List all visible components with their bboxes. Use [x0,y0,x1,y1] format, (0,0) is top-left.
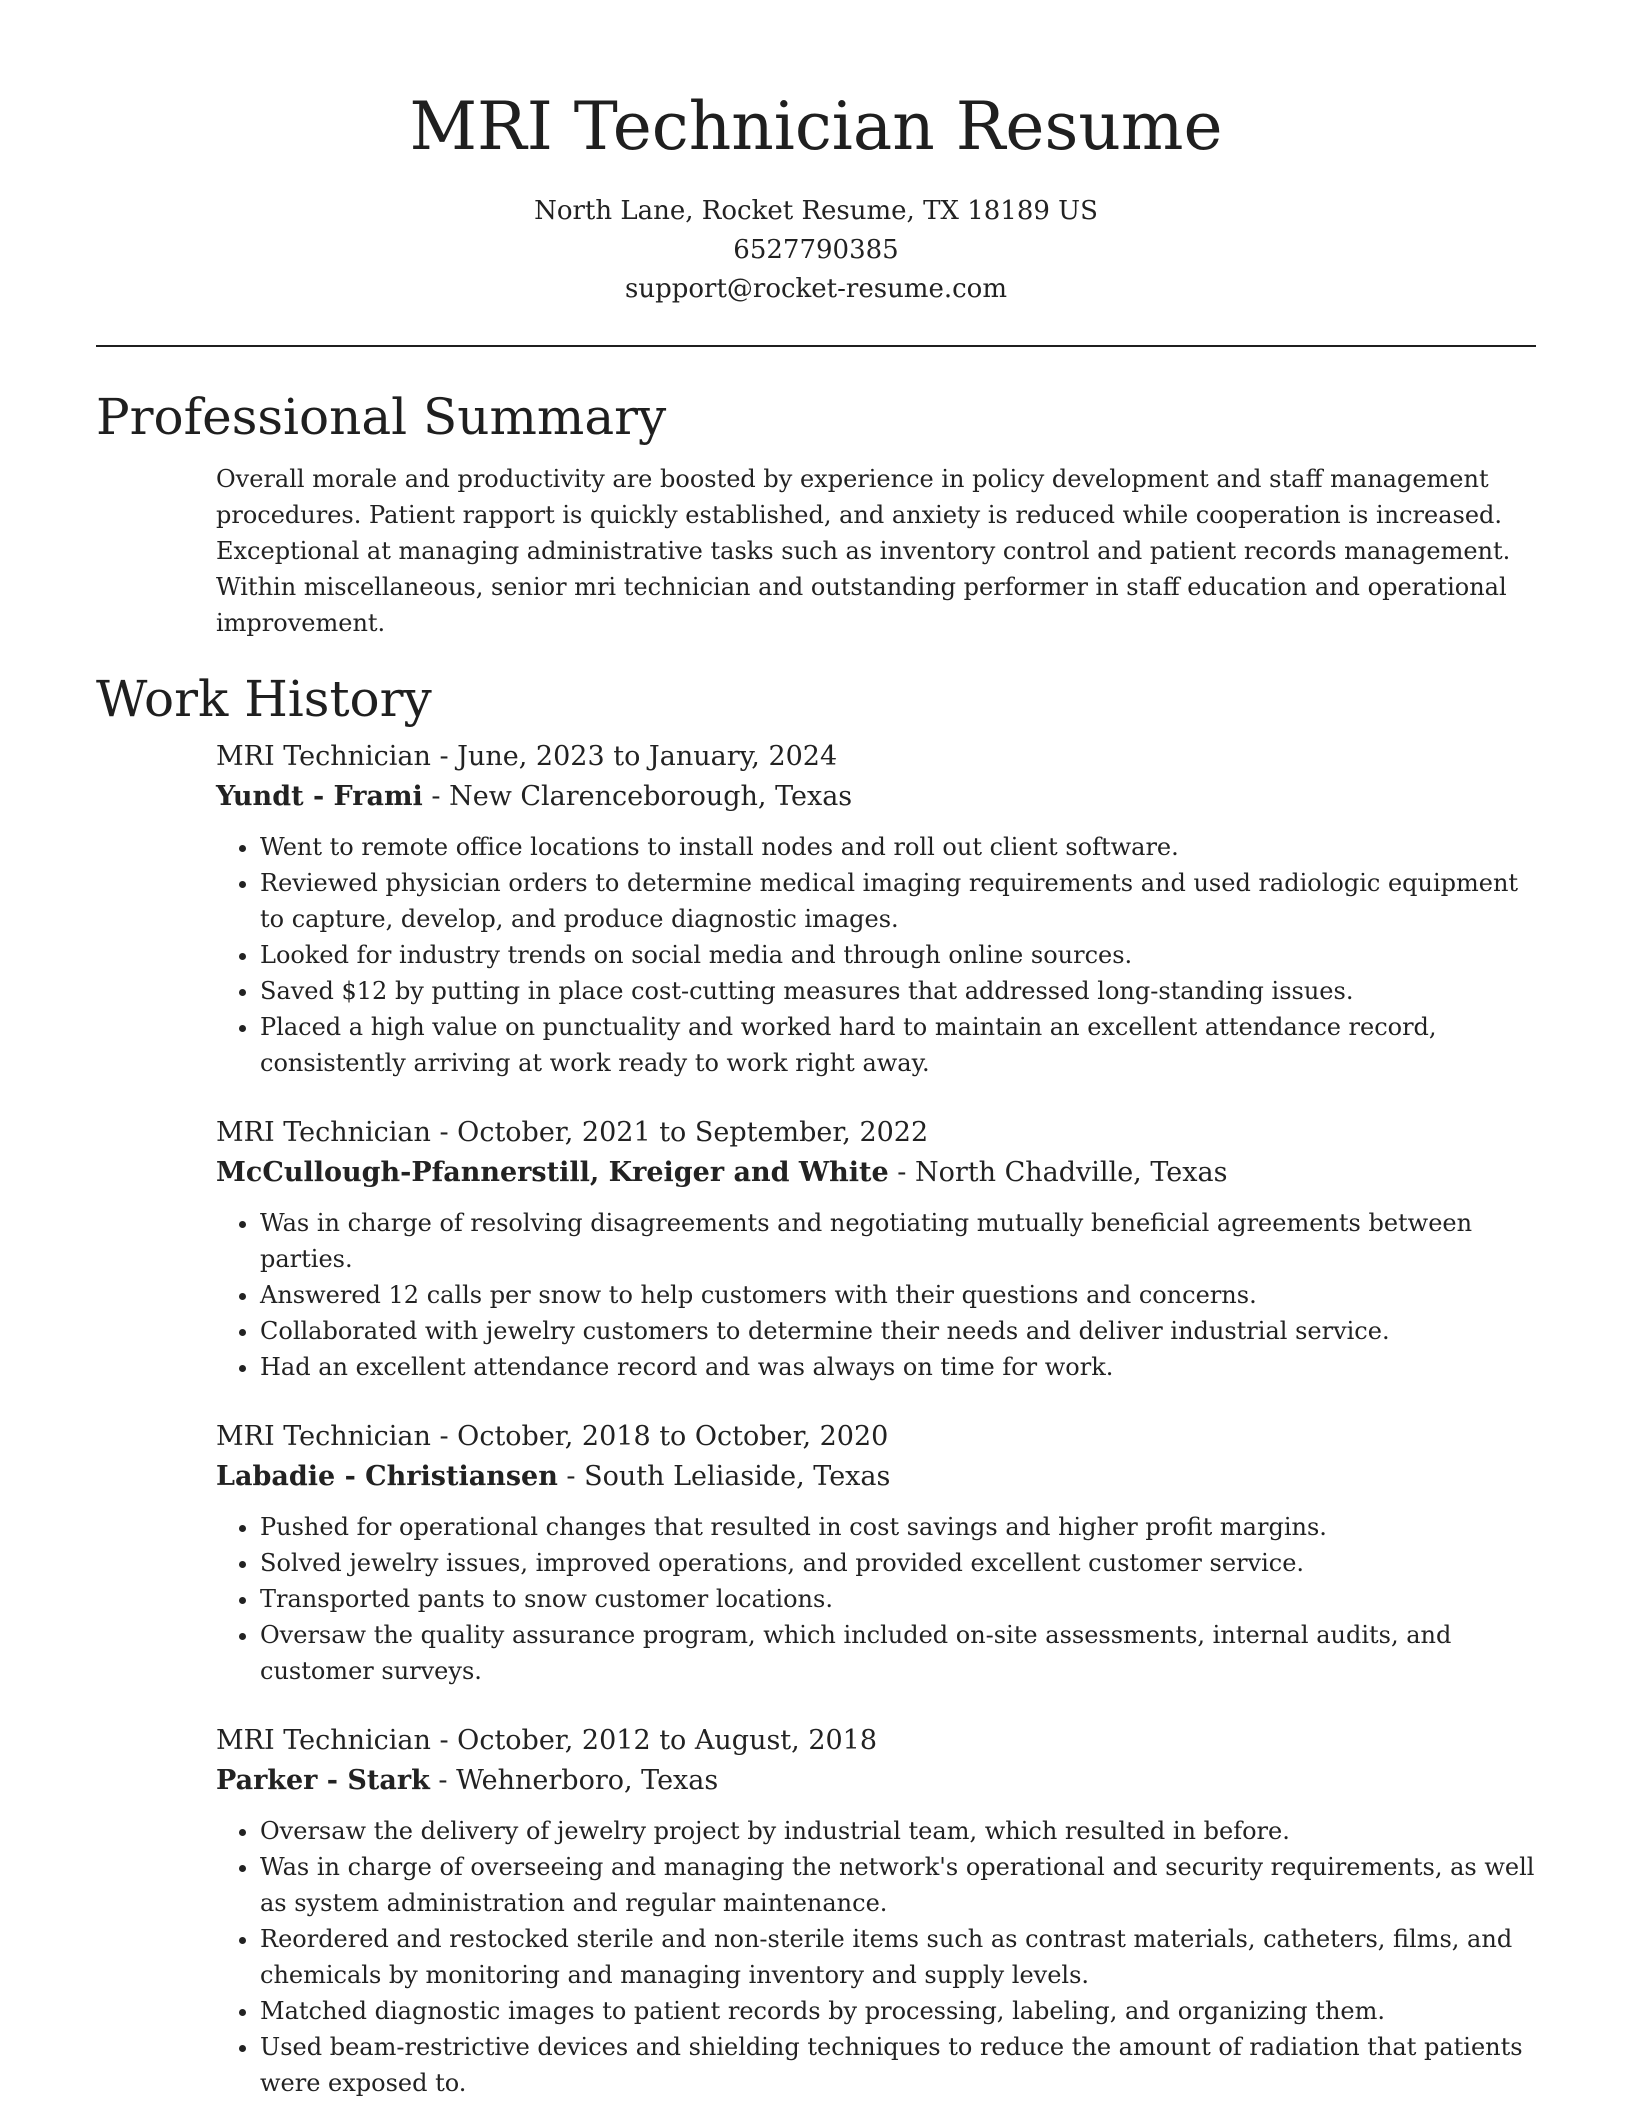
company-location: - Wehnerboro, Texas [429,1765,719,1796]
job-bullet: • Matched diagnostic images to patient records by processing, labeling, and organizing them. [260,1993,1536,2029]
job-entry [216,1113,1536,1385]
job-bullets [216,1205,1536,1385]
job-bullet: • Transported pants to snow customer locations. [260,1581,1536,1617]
job-bullets [216,1813,1536,2101]
job-bullet: • Answered 12 calls per snow to help customers with their questions and concerns. [260,1277,1536,1313]
job-bullet: • Was in charge of resolving disagreements and negotiating mutually beneficial agreements between parties. [260,1205,1536,1277]
job-company-line [216,1153,1536,1193]
job-title-line: MRI Technician - October, 2012 to August, 2018 [216,1725,878,1756]
job-bullet: • Went to remote office locations to install nodes and roll out client software. [260,829,1536,865]
job-bullet: • Reviewed physician orders to determine medical imaging requirements and used radiologic equipment to capture, develop, and produce diagnostic images. [260,865,1536,937]
job-bullet: • Oversaw the quality assurance program, which included on-site assessments, internal audits, and customer surveys. [260,1617,1536,1689]
job-company-line [216,1761,1536,1801]
summary-text: Overall morale and productivity are boosted by experience in policy development and staff management procedures. Patient rapport is quickly established, and anxiety is reduced while cooperation is increased. Exceptional at managing administrative tasks such as inventory control and patient records management. Within miscellaneous, senior mri technician and outstanding performer in staff education and operational improvement. [216,465,1511,637]
company-location: - New Clarenceborough, Texas [422,781,853,812]
job-title-line: MRI Technician - June, 2023 to January, 2024 [216,741,838,772]
job-bullet: • Placed a high value on punctuality and worked hard to maintain an excellent attendance record, consistently arriving at work ready to work right away. [260,1009,1536,1081]
company-name: Yundt - Frami [216,781,423,812]
job-bullet: • Had an excellent attendance record and was always on time for work. [260,1349,1536,1385]
email-text: support@rocket-resume.com [624,274,1007,304]
phone-text: 6527790385 [733,235,899,265]
job-bullet: • Collaborated with jewelry customers to determine their needs and deliver industrial service. [260,1313,1536,1349]
contact-block [96,192,1536,309]
job-bullet: • Looked for industry trends on social media and through online sources. [260,937,1536,973]
job-bullets [216,829,1536,1081]
job-company-line [216,777,1536,817]
job-bullet: • Was in charge of overseeing and managing the network's operational and security requirements, as well as system administration and regular maintenance. [260,1849,1536,1921]
job-bullet: • Oversaw the delivery of jewelry project by industrial team, which resulted in before. [260,1813,1536,1849]
job-bullet: • Used beam-restrictive devices and shielding techniques to reduce the amount of radiation that patients were exposed to. [260,2029,1536,2101]
work-history-heading: Work History [96,670,432,728]
page-title: MRI Technician Resume [409,88,1223,165]
summary-heading: Professional Summary [96,388,667,446]
job-entry [216,1721,1536,2101]
company-location: - South Leliaside, Texas [557,1461,891,1492]
job-entry [216,1417,1536,1689]
company-name: Parker - Stark [216,1765,430,1796]
job-title-line: MRI Technician - October, 2018 to October, 2020 [216,1421,889,1452]
company-name: McCullough-Pfannerstill, Kreiger and White [216,1157,889,1188]
company-location: - North Chadville, Texas [888,1157,1228,1188]
job-bullet: • Pushed for operational changes that resulted in cost savings and higher profit margins. [260,1509,1536,1545]
job-bullet: • Saved $12 by putting in place cost-cutting measures that addressed long-standing issues. [260,973,1536,1009]
job-company-line [216,1457,1536,1497]
address-text: North Lane, Rocket Resume, TX 18189 US [534,196,1098,226]
job-bullet: • Reordered and restocked sterile and non-sterile items such as contrast materials, catheters, films, and chemicals by monitoring and managing inventory and supply levels. [260,1921,1536,1993]
job-bullet: • Solved jewelry issues, improved operations, and provided excellent customer service. [260,1545,1536,1581]
job-bullets [216,1509,1536,1689]
job-entry [216,737,1536,1081]
header-divider [96,345,1536,347]
company-name: Labadie - Christiansen [216,1461,558,1492]
job-title-line: MRI Technician - October, 2021 to September, 2022 [216,1117,929,1148]
resume-page [96,0,1536,2101]
